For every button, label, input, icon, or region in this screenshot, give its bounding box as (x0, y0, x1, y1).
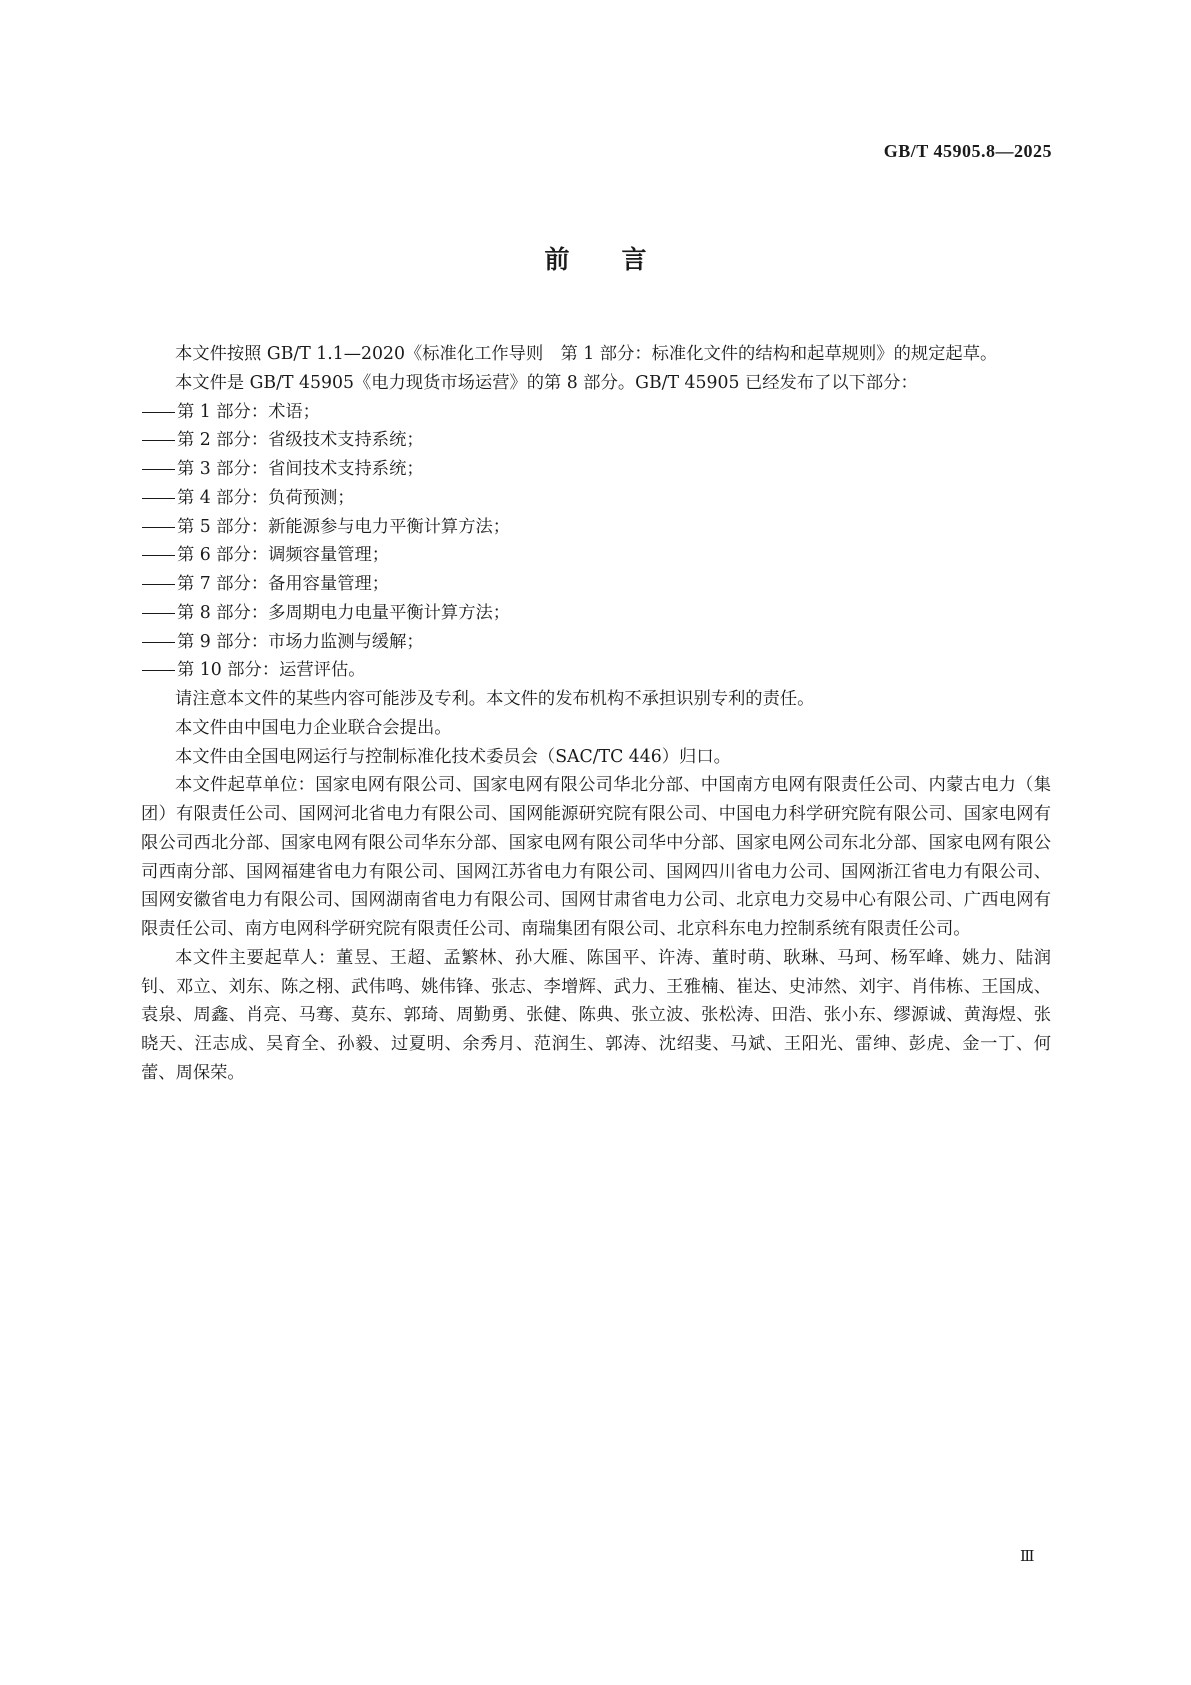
dash-icon (141, 464, 177, 474)
document-body (141, 340, 1051, 1088)
list-item-text: 第 5 部分：新能源参与电力平衡计算方法； (177, 516, 511, 537)
list-item (141, 455, 1051, 484)
list-item (141, 628, 1051, 657)
paragraph-drafting-rules: 本文件按照 GB/T 1.1—2020《标准化工作导则 第 1 部分：标准化文件的结构和起草规则》的规定起草。 (175, 344, 998, 364)
list-item-text: 第 10 部分：运营评估。 (177, 660, 366, 681)
list-item (141, 513, 1051, 542)
dash-icon (141, 665, 177, 675)
dash-icon (141, 407, 177, 417)
paragraph-drafting-units: 本文件起草单位：国家电网有限公司、国家电网有限公司华北分部、中国南方电网有限责任公司、内蒙古电力（集团）有限责任公司、国网河北省电力有限公司、国网能源研究院有限公司、中国电力科学研究院有限公司、国家电网有限公司西北分部、国家电网有限公司华东分部、国家电网有限公司华中分部、国家电网公司东北分部、国家电网有限公司西南分部、国网福建省电力有限公司、国网江苏省电力有限公司、国网四川省电力公司、国网浙江省电力有限公司、国网安徽省电力有限公司、国网湖南省电力有限公司、国网甘肃省电力公司、北京电力交易中心有限公司、广西电网有限责任公司、南方电网科学研究院有限责任公司、南瑞集团有限公司、北京科东电力控制系统有限责任公司。 (141, 775, 1051, 939)
paragraph-committee: 本文件由全国电网运行与控制标准化技术委员会（SAC/TC 446）归口。 (175, 746, 731, 767)
paragraph-drafters: 本文件主要起草人：董昱、王超、孟繁林、孙大雁、陈国平、许涛、董时萌、耿琳、马珂、杨军峰、姚力、陆润钊、邓立、刘东、陈之栩、武伟鸣、姚伟锋、张志、李增辉、武力、王雅楠、崔达、史沛然、刘宇、肖伟栋、王国成、袁泉、周鑫、肖亮、马骞、莫东、郭琦、周勤勇、张健、陈典、张立波、张松涛、田浩、张小东、缪源诚、黄海煜、张晓天、汪志成、吴育全、孙毅、过夏明、余秀月、范润生、郭涛、沈绍斐、马斌、王阳光、雷绅、彭虎、金一丁、何蕾、周保荣。 (141, 947, 1051, 1083)
dash-icon (141, 608, 177, 618)
dash-icon (141, 579, 177, 589)
paragraph-series-info: 本文件是 GB/T 45905《电力现货市场运营》的第 8 部分。GB/T 45905 已经发布了以下部分： (175, 372, 918, 393)
dash-icon (141, 435, 177, 445)
dash-icon (141, 493, 177, 503)
list-item (141, 656, 1051, 685)
list-item-text: 第 9 部分：市场力监测与缓解； (177, 631, 424, 652)
list-item-text: 第 1 部分：术语； (177, 401, 320, 422)
list-item (141, 570, 1051, 599)
list-item (141, 541, 1051, 570)
list-item-text: 第 2 部分：省级技术支持系统； (177, 430, 424, 451)
dash-icon (141, 637, 177, 647)
list-item-text: 第 4 部分：负荷预测； (177, 487, 355, 508)
paragraph-patent-notice: 请注意本文件的某些内容可能涉及专利。本文件的发布机构不承担识别专利的责任。 (175, 689, 815, 709)
list-item (141, 398, 1051, 427)
list-item-text: 第 3 部分：省间技术支持系统； (177, 459, 424, 479)
list-item-text: 第 8 部分：多周期电力电量平衡计算方法； (177, 602, 511, 623)
dash-icon (141, 522, 177, 532)
dash-icon (141, 550, 177, 560)
page-number: Ⅲ (1020, 1549, 1035, 1565)
standard-code: GB/T 45905.8—2025 (883, 141, 1052, 161)
paragraph-proposer: 本文件由中国电力企业联合会提出。 (175, 717, 452, 738)
parts-list (141, 398, 1051, 686)
list-item-text: 第 7 部分：备用容量管理； (177, 574, 390, 594)
list-item (141, 599, 1051, 628)
page-title: 前言 (544, 245, 699, 274)
list-item-text: 第 6 部分：调频容量管理； (177, 545, 390, 566)
list-item (141, 426, 1051, 455)
list-item (141, 484, 1051, 513)
